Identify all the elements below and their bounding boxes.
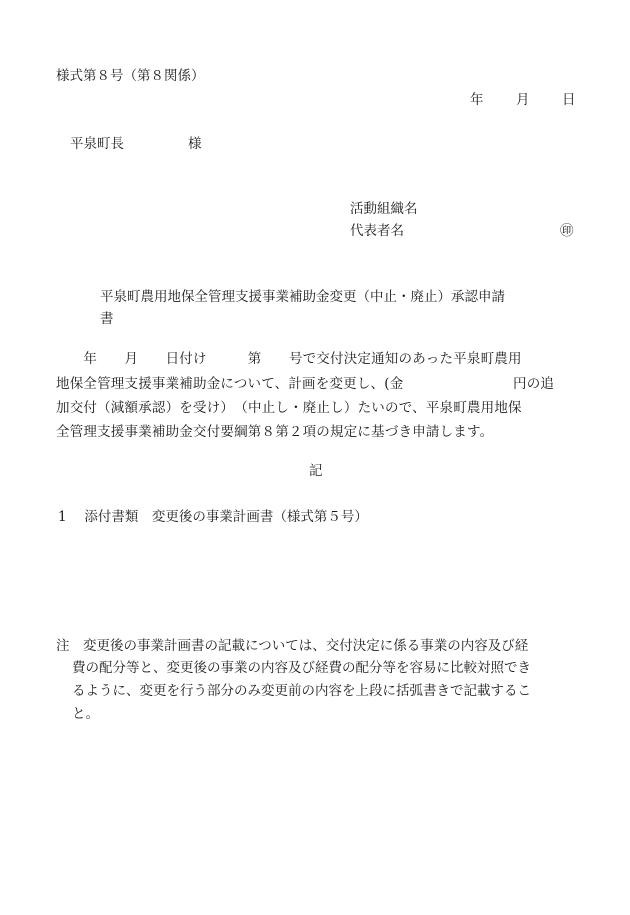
addressee-name: 平泉町長 xyxy=(70,136,124,152)
addressee-honorific: 様 xyxy=(188,136,202,152)
date-month: 月 xyxy=(516,92,530,108)
form-number: 様式第８号（第８関係） xyxy=(56,68,205,84)
body-line-2: 地保全管理支援事業補助金について、計画を変更し、(金 円の追 xyxy=(56,376,555,392)
record-mark: 記 xyxy=(309,463,323,479)
date-day: 日 xyxy=(562,92,576,108)
representative-name-label: 代表者名 xyxy=(350,223,404,239)
note-line-4: と。 xyxy=(72,706,99,722)
seal-mark: ㊞ xyxy=(560,223,574,239)
document-title-line-2: 書 xyxy=(100,311,114,327)
body-line-4: 全管理支援事業補助金交付要綱第８第２項の規定に基づき申請します。 xyxy=(56,424,494,440)
body-line-1: 年 月 日付け 第 号で交付決定通知のあった平泉町農用 xyxy=(56,351,522,367)
note-line-2: 費の配分等と、変更後の事業の内容及び経費の配分等を容易に比較対照でき xyxy=(72,660,531,676)
addressee xyxy=(70,136,202,152)
note-line-1: 注 変更後の事業計画書の記載については、交付決定に係る事業の内容及び経 xyxy=(56,638,529,654)
attachment-item: 1 添付書類 変更後の事業計画書（様式第５号） xyxy=(58,509,368,525)
body-line-3: 加交付（減額承認）を受け） （中止し・廃止し）たいので、平泉町農用地保 xyxy=(56,400,522,416)
note-line-3: るように、変更を行う部分のみ変更前の内容を上段に括弧書きで記載するこ xyxy=(72,683,531,699)
organization-name-label: 活動組織名 xyxy=(350,201,418,217)
document-title-line-1: 平泉町農用地保全管理支援事業補助金変更（中止・廃止）承認申請 xyxy=(100,289,505,305)
date-year: 年 xyxy=(470,92,484,108)
representative-line xyxy=(350,223,576,239)
